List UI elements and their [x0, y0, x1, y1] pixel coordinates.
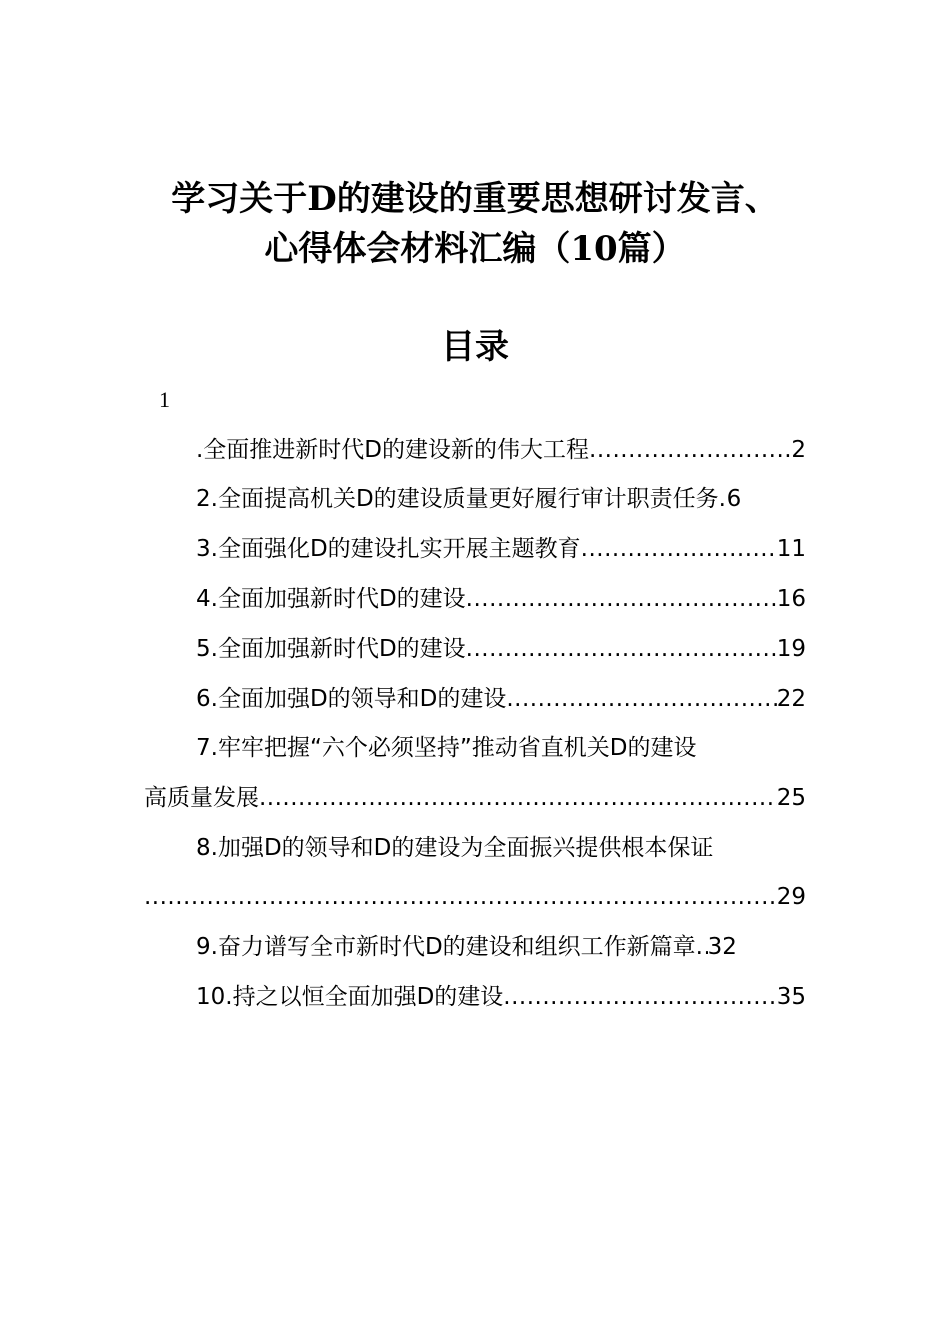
toc-entry-10[interactable]: [196, 982, 806, 1012]
toc-entry-3[interactable]: [196, 534, 806, 564]
toc-leader-dots: [259, 783, 777, 813]
toc-entry-9[interactable]: [196, 932, 806, 962]
document-title-line-2: 心得体会材料汇编（10篇）: [264, 229, 686, 269]
toc-entry-5[interactable]: [196, 634, 806, 664]
toc-entry-page: 19: [776, 636, 806, 662]
toc-entry-title: 4.全面加强新时代D的建设: [196, 586, 466, 612]
toc-leader-dots: [696, 932, 708, 962]
toc-leader-dots: [466, 584, 777, 614]
toc-leader-dots: [506, 684, 776, 714]
toc-entry-page: 22: [776, 686, 806, 712]
toc-entry-page: 32: [707, 934, 737, 960]
toc-entry-title-continued: 高质量发展: [144, 785, 259, 811]
toc-entry-page: 29: [776, 884, 806, 910]
toc-entry-7-line-2[interactable]: [144, 783, 806, 813]
toc-entry-page: 16: [776, 586, 806, 612]
toc-entry-page: 25: [776, 785, 806, 811]
stray-page-number: 1: [159, 387, 170, 412]
toc-entry-1[interactable]: [196, 435, 806, 465]
toc-leader-dots: [503, 982, 776, 1012]
toc-leader-dots: [466, 634, 777, 664]
toc-entry-page: 6: [726, 486, 742, 512]
toc-entry-title: 2.全面提高机关D的建设质量更好履行审计职责任务: [196, 486, 719, 512]
toc-entry-8-line-1[interactable]: [196, 833, 806, 863]
toc-entry-page: 2: [791, 437, 806, 463]
toc-entry-title: 5.全面加强新时代D的建设: [196, 636, 466, 662]
toc-entry-page: 35: [776, 984, 806, 1010]
toc-entry-title: 10.持之以恒全面加强D的建设: [196, 984, 504, 1010]
toc-entry-title: 7.牢牢把握“六个必须坚持”推动省直机关D的建设: [196, 735, 697, 761]
toc-entry-7-line-1[interactable]: [196, 733, 806, 763]
toc-entry-title: 8.加强D的领导和D的建设为全面振兴提供根本保证: [196, 835, 714, 861]
toc-entry-page: 11: [776, 536, 806, 562]
toc-heading: 目录: [441, 327, 509, 367]
toc-entry-8-line-2[interactable]: [144, 882, 806, 912]
toc-entry-2[interactable]: [196, 484, 806, 514]
toc-entry-6[interactable]: [196, 684, 806, 714]
toc-entry-title: 3.全面强化D的建设扎实开展主题教育: [196, 536, 581, 562]
toc-entry-title: 9.奋力谱写全市新时代D的建设和组织工作新篇章: [196, 934, 696, 960]
toc-entry-title: .全面推进新时代D的建设新的伟大工程: [196, 437, 590, 463]
toc-leader-dots: [144, 882, 777, 912]
toc-leader-dots: [581, 534, 777, 564]
toc-entry-title: 6.全面加强D的领导和D的建设: [196, 686, 507, 712]
toc-leader-dots: [719, 484, 727, 514]
toc-leader-dots: [589, 435, 791, 465]
document-title-line-1: 学习关于D的建设的重要思想研讨发言、: [171, 179, 779, 219]
toc-entry-4[interactable]: [196, 584, 806, 614]
